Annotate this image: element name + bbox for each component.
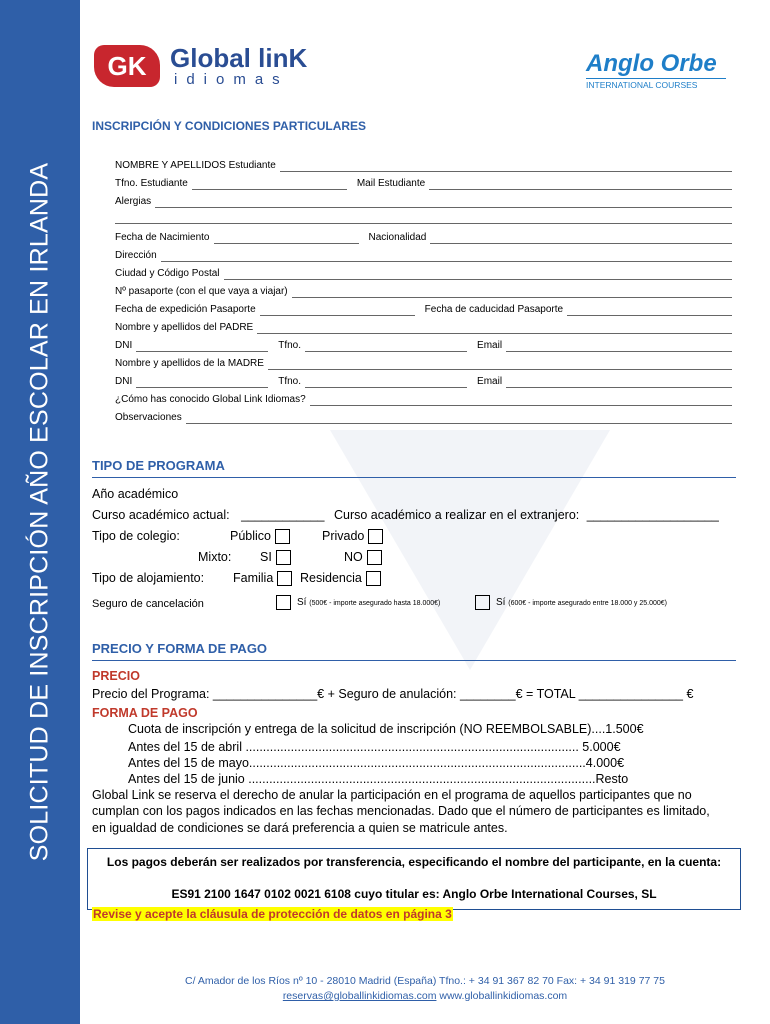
anglo-orbe-name: Anglo Orbe — [586, 50, 717, 77]
field-observaciones[interactable] — [115, 412, 732, 424]
section-title-tipo: TIPO DE PROGRAMA — [92, 458, 225, 473]
blank — [506, 378, 732, 388]
mixto-si-checkbox[interactable] — [276, 550, 291, 565]
footer-email-link[interactable]: reservas@globallinkidiomas.com — [282, 990, 437, 1002]
label: Fecha de Nacimiento — [115, 232, 210, 243]
label: Email — [477, 340, 503, 351]
blank — [115, 214, 732, 224]
blank — [214, 234, 359, 244]
residencia-option[interactable] — [300, 571, 381, 586]
label: Email — [477, 376, 503, 387]
no-label: NO — [344, 550, 363, 564]
seguro-label: Seguro de cancelación — [92, 598, 204, 610]
label: Ciudad y Código Postal — [115, 268, 220, 279]
vertical-title: SOLICITUD DE INSCRIPCIÓN AÑO ESCOLAR EN IRLANDA — [25, 162, 54, 862]
label: Nombre y apellidos del PADRE — [115, 322, 254, 333]
precio-line[interactable]: Precio del Programa: _______________€ + Seguro de anulación: ________€ = TOTAL _______________ € — [92, 687, 694, 701]
privado-label: Privado — [322, 529, 365, 543]
blank — [136, 342, 268, 352]
blank — [136, 378, 268, 388]
blank — [567, 306, 732, 316]
residencia-checkbox[interactable] — [366, 571, 381, 586]
blank — [186, 414, 732, 424]
field-padre[interactable] — [115, 322, 732, 334]
ano-academico: Año académico — [92, 487, 179, 501]
precio-heading: PRECIO — [92, 669, 140, 683]
tipo-alojamiento-label: Tipo de alojamiento: — [92, 571, 205, 585]
field-alergias-2[interactable] — [115, 214, 732, 224]
blank — [310, 396, 732, 406]
blank — [257, 324, 732, 334]
label: Tfno. Estudiante — [115, 178, 188, 189]
conditions-line-2: cumplan con los pagos indicados en las fechas mencionadas. Dado que el número de participantes es limitado, — [92, 804, 710, 818]
label: Fecha de caducidad Pasaporte — [424, 304, 564, 315]
mixto-no-checkbox[interactable] — [367, 550, 382, 565]
forma-pago-heading: FORMA DE PAGO — [92, 706, 198, 720]
blank — [192, 180, 347, 190]
blank — [430, 234, 732, 244]
label: Alergias — [115, 196, 152, 207]
label: Fecha de expedición Pasaporte — [115, 304, 256, 315]
pago-line-3: Antes del 15 de mayo.................................................................................................4.000€ — [128, 756, 625, 770]
payment-note-account: ES91 2100 1647 0102 0021 6108 cuyo titular es: Anglo Orbe International Courses, SL — [171, 887, 657, 901]
footer-contact — [80, 990, 770, 1002]
blank — [429, 180, 732, 190]
familia-label: Familia — [233, 571, 274, 585]
section-rule — [92, 477, 736, 478]
field-madre-contacto[interactable] — [115, 376, 732, 388]
footer-web[interactable]: www.globallinkidiomas.com — [439, 990, 568, 1002]
blank — [305, 342, 467, 352]
field-direccion[interactable] — [115, 250, 732, 262]
footer-address: C/ Amador de los Ríos nº 10 - 28010 Madrid (España) Tfno.: + 34 91 367 82 70 Fax: + 34 91 319 77 75 — [185, 975, 665, 987]
global-link-sub: idiomas — [174, 71, 289, 88]
seguro-opt2-checkbox[interactable] — [475, 595, 490, 610]
seguro-opt1[interactable] — [276, 595, 440, 610]
global-link-name: Global linK — [170, 43, 308, 73]
mixto-no-option[interactable] — [344, 550, 382, 565]
field-fecha-nacionalidad[interactable] — [115, 232, 732, 244]
si-label: Sí — [297, 597, 307, 609]
section-title-precio: PRECIO Y FORMA DE PAGO — [92, 641, 268, 656]
pago-line-4: Antes del 15 de junio ....................................................................................................Resto — [128, 772, 629, 786]
payment-note-box — [87, 848, 741, 910]
field-tfno-mail[interactable] — [115, 178, 732, 190]
publico-label: Público — [230, 529, 271, 543]
data-protection-notice: Revise y acepte la cláusula de protección de datos en página 3 — [93, 907, 452, 921]
publico-option[interactable] — [230, 529, 290, 544]
field-como[interactable] — [115, 394, 732, 406]
label: ¿Cómo has conocido Global Link Idiomas? — [115, 394, 306, 405]
curso-actual-label: Curso académico actual: — [92, 508, 230, 522]
curso-actual-row[interactable] — [92, 508, 719, 522]
label: Observaciones — [115, 412, 182, 423]
residencia-label: Residencia — [300, 571, 362, 585]
conditions-line-3: en igualdad de condiciones se dará preferencia a quien se matricule antes. — [92, 821, 508, 835]
field-alergias[interactable] — [115, 196, 732, 208]
blank — [155, 198, 732, 208]
section-rule — [92, 660, 736, 661]
seguro-opt1-checkbox[interactable] — [276, 595, 291, 610]
blank — [224, 270, 732, 280]
familia-checkbox[interactable] — [277, 571, 292, 586]
tipo-colegio-label: Tipo de colegio: — [92, 529, 180, 543]
label: Nombre y apellidos de la MADRE — [115, 358, 264, 369]
pago-line-1: Cuota de inscripción y entrega de la solicitud de inscripción (NO REEMBOLSABLE)....1.500€ — [128, 722, 644, 736]
sidebar-band — [0, 0, 80, 1024]
label: Nº pasaporte (con el que vaya a viajar) — [115, 286, 288, 297]
field-madre[interactable] — [115, 358, 732, 370]
section-title-inscripcion: INSCRIPCIÓN Y CONDICIONES PARTICULARES — [92, 119, 367, 133]
blank — [506, 342, 732, 352]
payment-note-line-1: Los pagos deberán ser realizados por transferencia, especificando el nombre del participante, en la cuenta: — [106, 855, 722, 869]
curso-actual-blank[interactable]: ____________ — [241, 508, 325, 522]
seguro-opt2-text: (600€ - importe asegurado entre 18.000 y 25.000€) — [508, 600, 668, 608]
mixto-label: Mixto: — [198, 550, 232, 564]
familia-option[interactable] — [233, 571, 292, 586]
conditions-line-1: Global Link se reserva el derecho de anular la participación en el programa de aquellos participantes que no — [92, 788, 692, 802]
label: DNI — [115, 340, 133, 351]
blank — [292, 288, 732, 298]
field-padre-contacto[interactable] — [115, 340, 732, 352]
blank — [305, 378, 467, 388]
curso-extranjero-label: Curso académico a realizar en el extranjero: — [333, 508, 580, 522]
curso-extranjero-blank[interactable]: ___________________ — [586, 508, 719, 522]
anglo-orbe-logo — [586, 50, 726, 90]
field-pasaporte[interactable] — [115, 286, 732, 298]
label: NOMBRE Y APELLIDOS Estudiante — [115, 160, 276, 171]
mixto-si-option[interactable] — [260, 550, 291, 565]
blank — [260, 306, 415, 316]
field-fechas-pasaporte[interactable] — [115, 304, 732, 316]
blank — [161, 252, 732, 262]
gk-badge: GK — [94, 45, 160, 87]
label: Mail Estudiante — [356, 178, 426, 189]
privado-option[interactable] — [322, 529, 383, 544]
privado-checkbox[interactable] — [368, 529, 383, 544]
label: Nacionalidad — [368, 232, 427, 243]
publico-checkbox[interactable] — [275, 529, 290, 544]
si-label: SI — [260, 550, 272, 564]
anglo-orbe-sub: INTERNATIONAL COURSES — [586, 78, 726, 90]
blank — [280, 162, 732, 172]
label: Tfno. — [278, 376, 302, 387]
label: Tfno. — [278, 340, 302, 351]
field-ciudad[interactable] — [115, 268, 732, 280]
si-label: Sí — [496, 597, 506, 609]
pago-line-2: Antes del 15 de abril ................................................................................................ 5.000€ — [128, 740, 621, 754]
seguro-opt1-text: (500€ - importe asegurado hasta 18.000€) — [309, 600, 441, 608]
label: DNI — [115, 376, 133, 387]
field-nombre[interactable] — [115, 160, 732, 172]
blank — [268, 360, 732, 370]
seguro-opt2[interactable] — [475, 595, 667, 610]
label: Dirección — [115, 250, 157, 261]
